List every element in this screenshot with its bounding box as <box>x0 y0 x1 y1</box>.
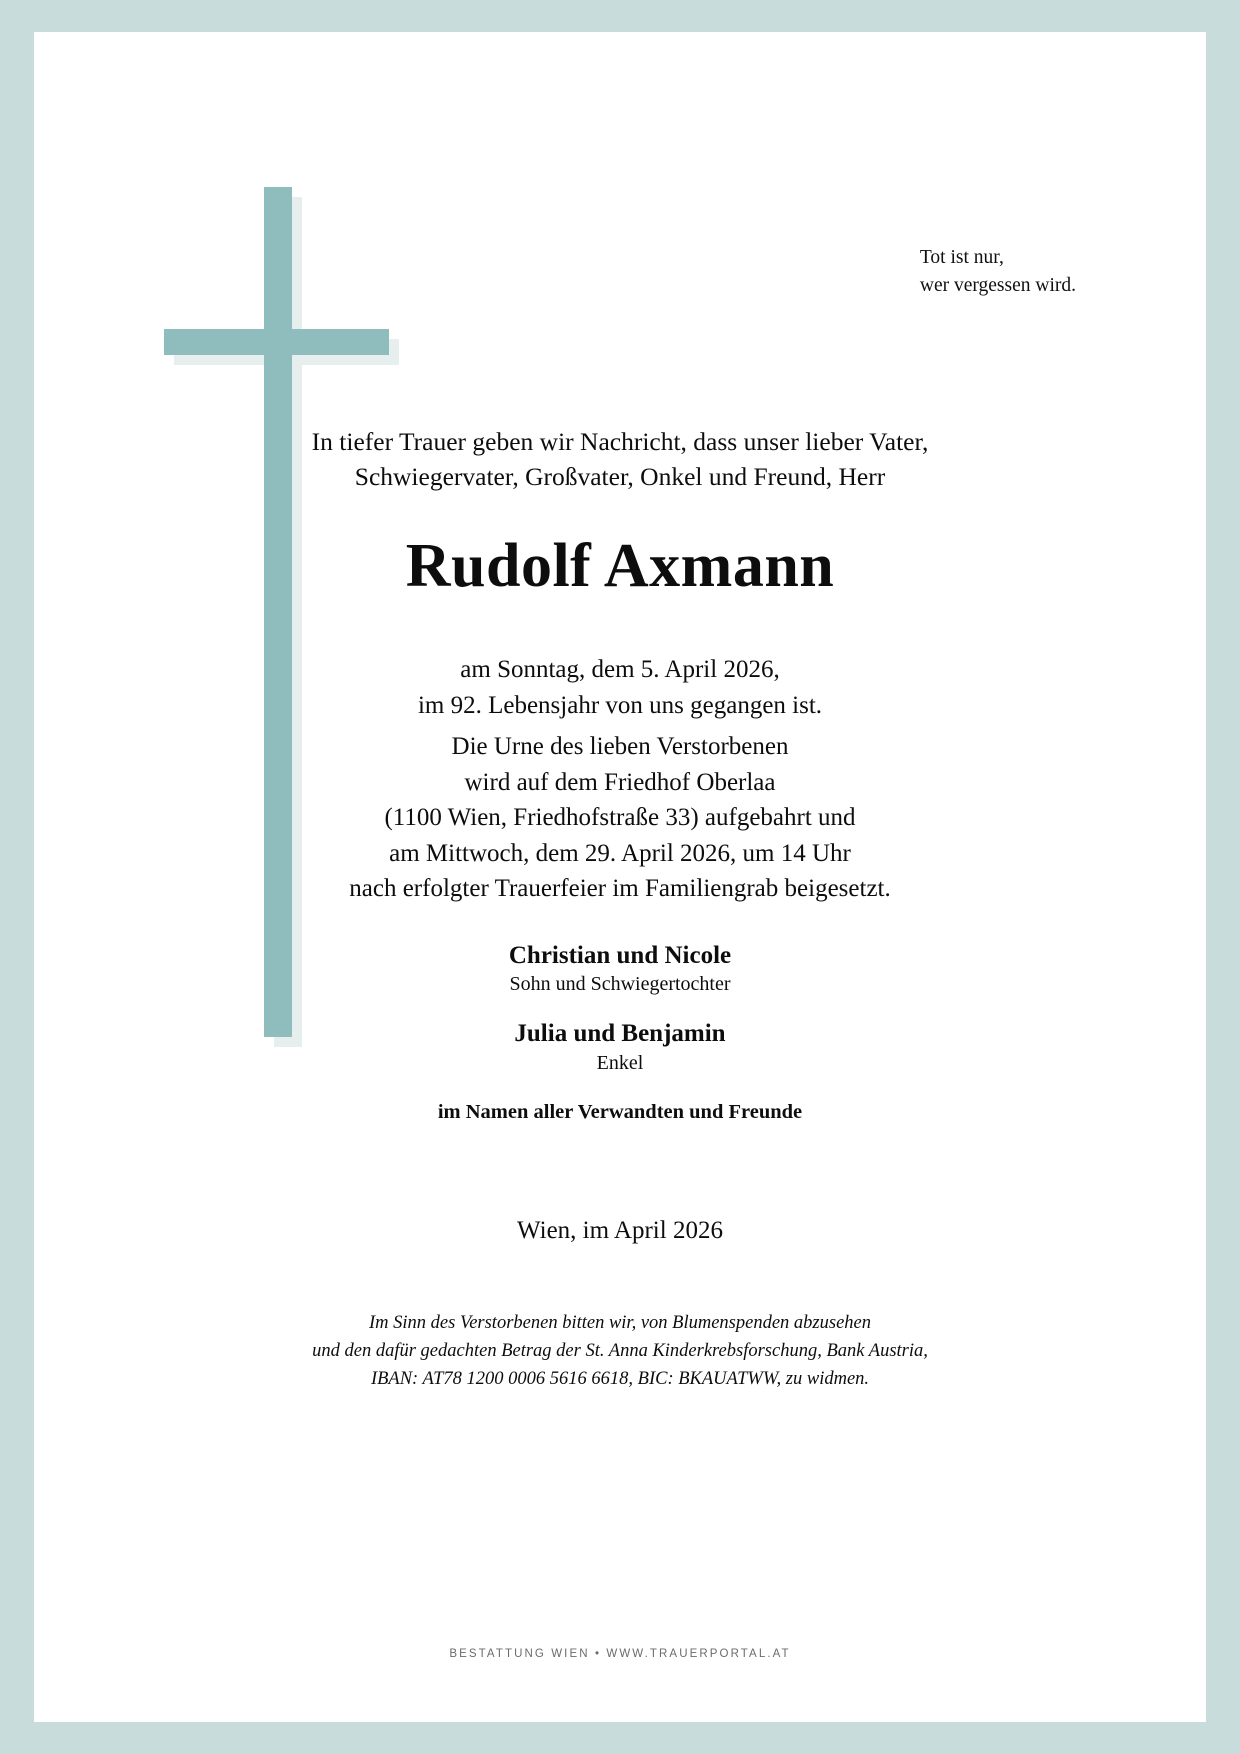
cross-icon <box>164 187 399 1047</box>
donation-note <box>34 1310 1206 1393</box>
epitaph-quote <box>920 244 1076 301</box>
family-list <box>34 940 1206 1124</box>
epitaph-quote-line-1: Tot ist nur, <box>919 247 1004 268</box>
burial-details <box>34 729 1206 907</box>
family-names-2: Julia und Benjamin <box>514 1020 726 1048</box>
deceased-name: Rudolf Axmann <box>405 532 835 600</box>
donation-line-2: und den dafür gedachten Betrag der St. Anna Kinderkrebsforschung, Bank Austria, <box>312 1340 928 1361</box>
cross-bar-vertical <box>264 187 292 1037</box>
burial-line-5: nach erfolgter Trauerfeier im Familiengrab beigesetzt. <box>349 875 891 902</box>
burial-line-3: (1100 Wien, Friedhofstraße 33) aufgebahrt und <box>384 804 856 831</box>
cross-bar-horizontal <box>164 329 389 355</box>
footer-credit: BESTATTUNG WIEN • WWW.TRAUERPORTAL.AT <box>449 1648 791 1660</box>
announcement-intro <box>34 424 1206 494</box>
family-relation-2: Enkel <box>596 1051 644 1074</box>
donation-line-1: Im Sinn des Verstorbenen bitten wir, von Blumenspenden abzusehen <box>369 1313 871 1333</box>
burial-line-2: wird auf dem Friedhof Oberlaa <box>464 768 776 796</box>
burial-line-4: am Mittwoch, dem 29. April 2026, um 14 Uhr <box>389 839 851 867</box>
obituary-card <box>34 32 1206 1722</box>
place-and-date: Wien, im April 2026 <box>517 1217 723 1244</box>
passing-age: im 92. Lebensjahr von uns gegangen ist. <box>417 691 823 719</box>
family-relation-1: Sohn und Schwiegertochter <box>509 973 731 996</box>
burial-line-1: Die Urne des lieben Verstorbenen <box>451 733 789 760</box>
announcement-intro-line-2: Schwiegervater, Großvater, Onkel und Freund, Herr <box>354 462 886 492</box>
family-closing-line: im Namen aller Verwandten und Freunde <box>437 1100 803 1123</box>
family-names-1: Christian und Nicole <box>508 942 732 969</box>
epitaph-quote-line-2: wer vergessen wird. <box>919 275 1076 297</box>
announcement-intro-line-1: In tiefer Trauer geben wir Nachricht, dass unser lieber Vater, <box>311 427 929 456</box>
passing-details <box>34 652 1206 723</box>
donation-line-3: IBAN: AT78 1200 0006 5616 6618, BIC: BKAUATWW, zu widmen. <box>370 1368 870 1389</box>
passing-date: am Sonntag, dem 5. April 2026, <box>460 656 780 683</box>
